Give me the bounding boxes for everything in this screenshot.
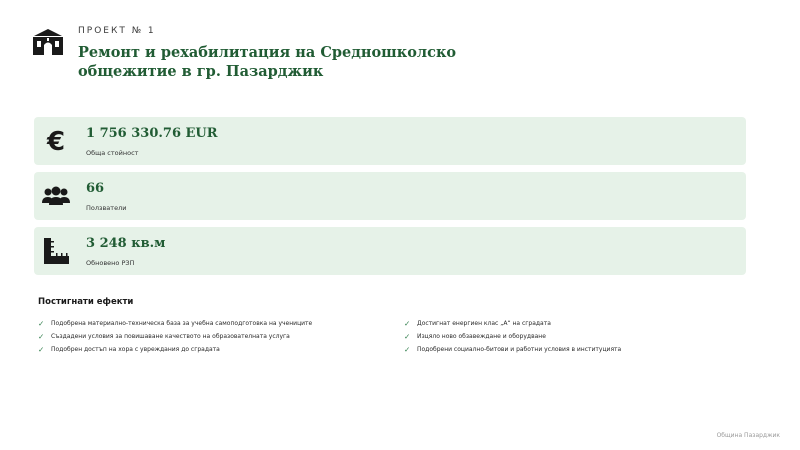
users-icon (42, 182, 70, 210)
effects-list-left (38, 318, 312, 357)
ruler-square-icon (42, 237, 70, 265)
check-icon: ✓ (404, 319, 411, 328)
effect-item: ✓ Подобрен достъп на хора с увреждания до сградата (38, 345, 220, 354)
stat-value: 3 248 кв.м (86, 236, 166, 251)
stat-card-cost (34, 117, 746, 165)
effect-item: ✓ Подобрена материално-техническа база за учебна самоподготовка на учениците (38, 319, 313, 328)
effects-heading: Постигнати ефекти (38, 297, 134, 307)
stat-value: 1 756 330.76 EUR (86, 126, 218, 141)
check-icon: ✓ (38, 345, 45, 354)
footer-organization: Община Пазарджик (716, 432, 780, 439)
project-number: ПРОЕКТ № 1 (78, 26, 156, 36)
stat-card-users (34, 172, 746, 220)
effect-item: ✓ Изцяло ново обзавеждане и оборудване (404, 332, 546, 341)
check-icon: ✓ (404, 345, 411, 354)
effect-item: ✓ Създадени условия за повишаване качеството на образователната услуга (38, 332, 290, 341)
school-building-icon (32, 28, 64, 56)
stat-label: Обновено РЗП (86, 259, 135, 267)
stat-value: 66 (86, 181, 105, 196)
page-title: Ремонт и рехабилитация на Средношколско общежитие в гр. Пазарджик (78, 44, 457, 80)
stat-card-area (34, 227, 746, 275)
euro-icon (42, 127, 70, 155)
effect-item: ✓ Достигнат енергиен клас „А“ на сградата (404, 319, 551, 328)
stat-label: Обща стойност (86, 149, 139, 157)
stats-cards (34, 117, 746, 282)
check-icon: ✓ (38, 332, 45, 341)
check-icon: ✓ (38, 319, 45, 328)
svg-text:€: € (46, 128, 66, 154)
effect-item: ✓ Подобрени социално-битови и работни условия в институцията (404, 345, 622, 354)
effects-list-right (404, 318, 621, 357)
stat-label: Ползватели (86, 204, 127, 212)
check-icon: ✓ (404, 332, 411, 341)
